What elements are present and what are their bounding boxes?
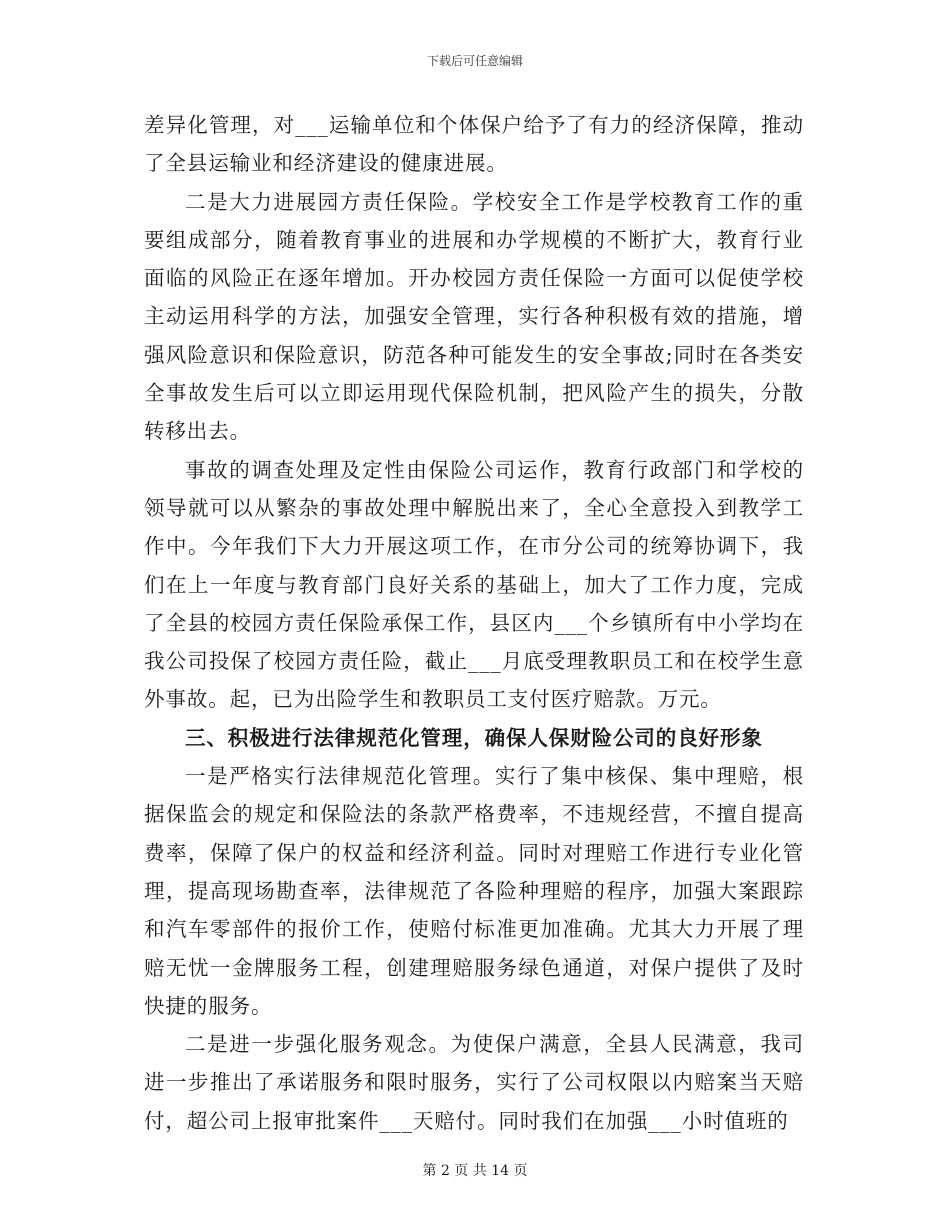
- paragraph-legal-management: 一是严格实行法律规范化管理。实行了集中核保、集中理赔，根据保监会的规定和保险法的条款严格费率，不违规经营，不擅自提高费率，保障了保户的权益和经济利益。同时对理赔工作进行专业化管理，提高现场勘查率，法律规范了各险种理赔的程序，加强大案跟踪和汽车零部件的报价工作，使赔付标准更加准确。尤其大力开展了理赔无忧一金牌服务工程，创建理赔服务绿色通道，对保户提供了及时快捷的服务。: [144, 764, 804, 1018]
- page-header: 下载后可任意编辑: [426, 54, 523, 68]
- page-number: 第 2 页 共 14 页: [422, 1163, 528, 1179]
- paragraph-campus-liability: 二是大力进展园方责任保险。学校安全工作是学校教育工作的重要组成部分，随着教育事业的进展和办学规模的不断扩大，教育行业面临的风险正在逐年增加。开办校园方责任保险一方面可以促使学校主动运用科学的方法，加强安全管理，实行各种积极有效的措施，增强风险意识和保险意识，防范各种可能发生的安全事故;同时在各类安全事故发生后可以立即运用现代保险机制，把风险产生的损失，分散转移出去。: [144, 189, 804, 444]
- section-heading: 三、积极进行法律规范化管理，确保人保财险公司的良好形象: [185, 725, 763, 750]
- paragraph-accident-handling: 事故的调查处理及定性由保险公司运作，教育行政部门和学校的领导就可以从繁杂的事故处理中解脱出来了，全心全意投入到教学工作中。今年我们下大力开展这项工作，在市分公司的统筹协调下，我们在上一年度与教育部门良好关系的基础上，加大了工作力度，完成了全县的校园方责任保险承保工作，县区内___个乡镇所有中小学均在我公司投保了校园方责任险，截止___月底受理教职员工和在校学生意外事故。起，已为出险学生和教职员工支付医疗赔款。万元。: [144, 457, 804, 712]
- document-body: [144, 106, 804, 1140]
- paragraph-service-concept: 二是进一步强化服务观念。为使保户满意，全县人民满意，我司进一步推出了承诺服务和限时服务，实行了公司权限以内赔案当天赔付，超公司上报审批案件___天赔付。同时我们在加强___小时值班的: [144, 1032, 804, 1133]
- paragraph-continued: 差异化管理，对___运输单位和个体保户给予了有力的经济保障，推动了全县运输业和经济建设的健康进展。: [144, 113, 804, 176]
